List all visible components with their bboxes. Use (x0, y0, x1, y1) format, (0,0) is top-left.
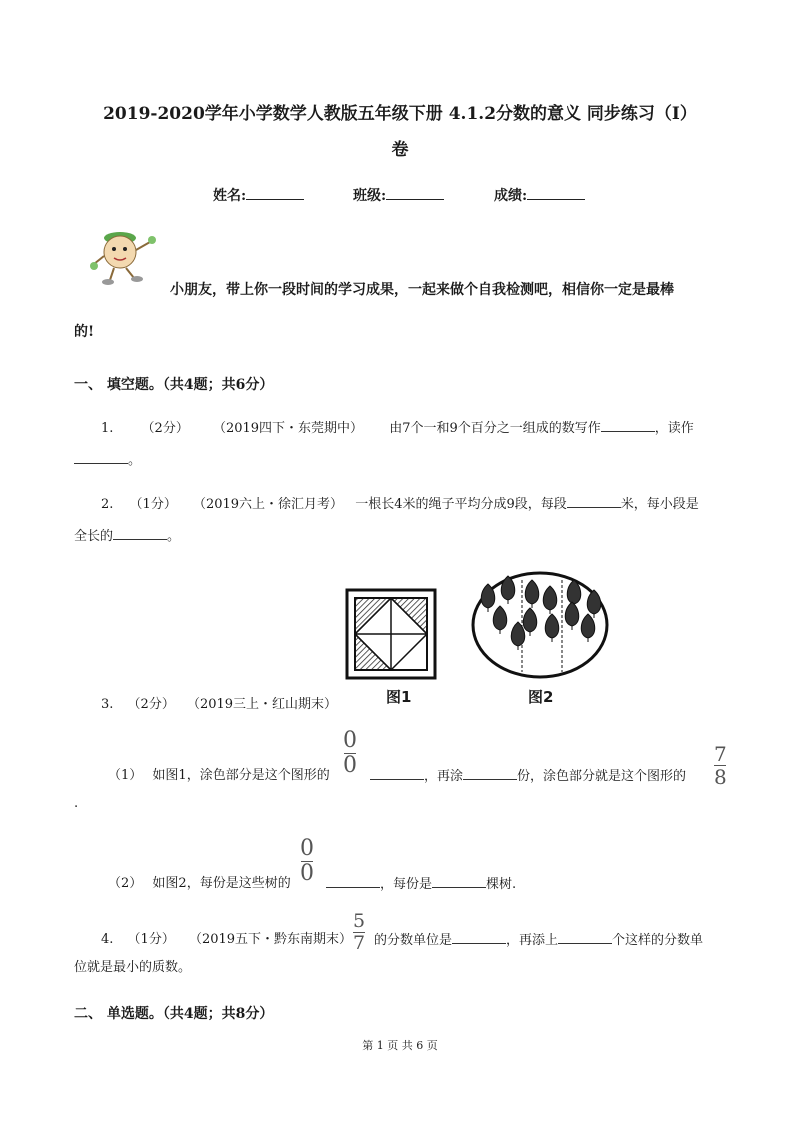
tree-icon (525, 580, 539, 608)
q2-text-c: 全长的 (74, 529, 114, 544)
q4-blank-1[interactable] (452, 930, 506, 944)
figure-2-trees (470, 570, 610, 680)
q3-sub1-fraction-2 (714, 744, 727, 787)
q3-sub2-text-c: 棵树. (486, 877, 517, 892)
tree-icon (493, 606, 507, 634)
class-blank[interactable] (386, 185, 444, 200)
q4-text-a: 的分数单位是 (374, 933, 453, 948)
q3-sub2-text-b: ，每份是 (380, 877, 433, 892)
question-1-cont (74, 450, 141, 471)
figure-1-square (345, 588, 437, 680)
q3-sub1-text-b: ，再涂 (424, 769, 464, 784)
q2-source: （2019六上・徐汇月考） (192, 497, 344, 512)
tree-icon (565, 602, 579, 630)
q1-text-a: 由7个一和9个百分之一组成的数写作 (389, 421, 601, 436)
q3-sub1-frac2-num: 7 (714, 742, 727, 766)
question-2 (101, 494, 699, 515)
question-4-cont (374, 930, 703, 951)
q3-sub1-text-a: 如图1，涂色部分是这个图形的 (152, 768, 330, 783)
q3-sub2-fraction (300, 838, 314, 885)
figure-2-label: 图2 (528, 688, 554, 706)
q3-sub-1-cont (370, 766, 686, 787)
title-line-1: 2019-2020学年小学数学人教版五年级下册 4.1.2分数的意义 同步练习（I） (103, 104, 697, 124)
score-label: 成绩: (494, 188, 528, 204)
section-1-heading: 一、 填空题。（共4题；共6分） (74, 377, 274, 393)
question-4 (101, 930, 352, 950)
q3-sub2-blank-2[interactable] (432, 874, 486, 888)
q3-sub1-blank-1[interactable] (370, 766, 424, 780)
tree-icon (543, 586, 557, 614)
q1-number: 1. (101, 421, 114, 436)
score-field (494, 185, 585, 205)
q1-text-b: ，读作 (654, 421, 694, 436)
q4-source: （2019五下・黔东南期末） (188, 932, 353, 947)
q3-score: （2分） (127, 697, 175, 712)
section-2-heading: 二、 单选题。（共4题；共8分） (74, 1006, 274, 1022)
document-title (60, 96, 740, 168)
q3-sub2-number: （2） (108, 876, 143, 891)
class-label: 班级: (353, 188, 387, 204)
q3-sub2-frac-den: 0 (300, 861, 314, 886)
tree-icon (523, 608, 537, 636)
q1-blank-1[interactable] (601, 418, 655, 432)
q3-sub-2 (108, 874, 291, 894)
q2-blank-2[interactable] (113, 526, 167, 540)
intro-line-2: 的! (74, 324, 95, 340)
q4-score: （1分） (127, 932, 175, 947)
mascot-icon (90, 228, 160, 288)
q3-sub1-number: （1） (108, 768, 143, 783)
q1-text-c: 。 (128, 453, 142, 468)
q4-frac-den: 7 (353, 932, 366, 954)
score-blank[interactable] (527, 185, 585, 200)
q2-number: 2. (101, 497, 114, 512)
q1-blank-2[interactable] (74, 450, 128, 464)
name-field (213, 185, 304, 205)
q1-score: （2分） (141, 421, 189, 436)
q2-score: （1分） (129, 497, 177, 512)
q3-sub-1 (108, 766, 330, 786)
q3-sub1-text-c: 份，涂色部分就是这个图形的 (517, 769, 687, 784)
q2-text-a: 一根长4米的绳子平均分成9段，每段 (355, 497, 567, 512)
q2-text-b: 米，每小段是 (620, 497, 699, 512)
q2-blank-1[interactable] (567, 494, 621, 508)
question-1 (101, 418, 694, 439)
q4-frac-num: 5 (353, 910, 366, 932)
q3-sub-2-cont (326, 874, 516, 895)
q3-number: 3. (101, 697, 114, 712)
q3-sub2-frac-num: 0 (300, 836, 314, 861)
q3-sub1-frac-num: 0 (343, 728, 357, 753)
q3-sub1-fraction (343, 730, 357, 777)
question-2-cont (74, 526, 180, 547)
q4-text-c: 个这样的分数单 (612, 933, 704, 948)
q4-text-d: 位就是最小的质数。 (74, 960, 192, 975)
q3-sub2-blank-1[interactable] (326, 874, 380, 888)
q3-source: （2019三上・红山期末） (186, 697, 338, 712)
q4-blank-2[interactable] (558, 930, 612, 944)
q3-sub1-frac-den: 0 (343, 753, 357, 778)
figure-1-label: 图1 (386, 688, 412, 706)
q3-sub1-frac2-den: 8 (714, 765, 727, 789)
q4-fraction (353, 912, 365, 953)
tree-icon (587, 590, 601, 618)
q2-text-d: 。 (167, 529, 181, 544)
name-blank[interactable] (246, 185, 304, 200)
title-line-2: 卷 (391, 140, 409, 160)
q3-sub1-blank-2[interactable] (463, 766, 517, 780)
q4-text-b: ，再添上 (506, 933, 559, 948)
q3-sub2-text-a: 如图2，每份是这些树的 (152, 876, 291, 891)
intro-line-1: 小朋友，带上你一段时间的学习成果，一起来做个自我检测吧，相信你一定是最棒 (170, 282, 674, 298)
name-label: 姓名: (213, 188, 247, 204)
q3-sub1-text-d: . (74, 796, 79, 811)
tree-icon (545, 614, 559, 642)
q4-number: 4. (101, 932, 114, 947)
q1-source: （2019四下・东莞期中） (212, 421, 364, 436)
class-field (353, 185, 444, 205)
page-footer: 第 1 页 共 6 页 (362, 1039, 438, 1052)
question-3 (101, 695, 337, 715)
tree-icon (511, 622, 525, 650)
tree-icon (581, 614, 595, 642)
